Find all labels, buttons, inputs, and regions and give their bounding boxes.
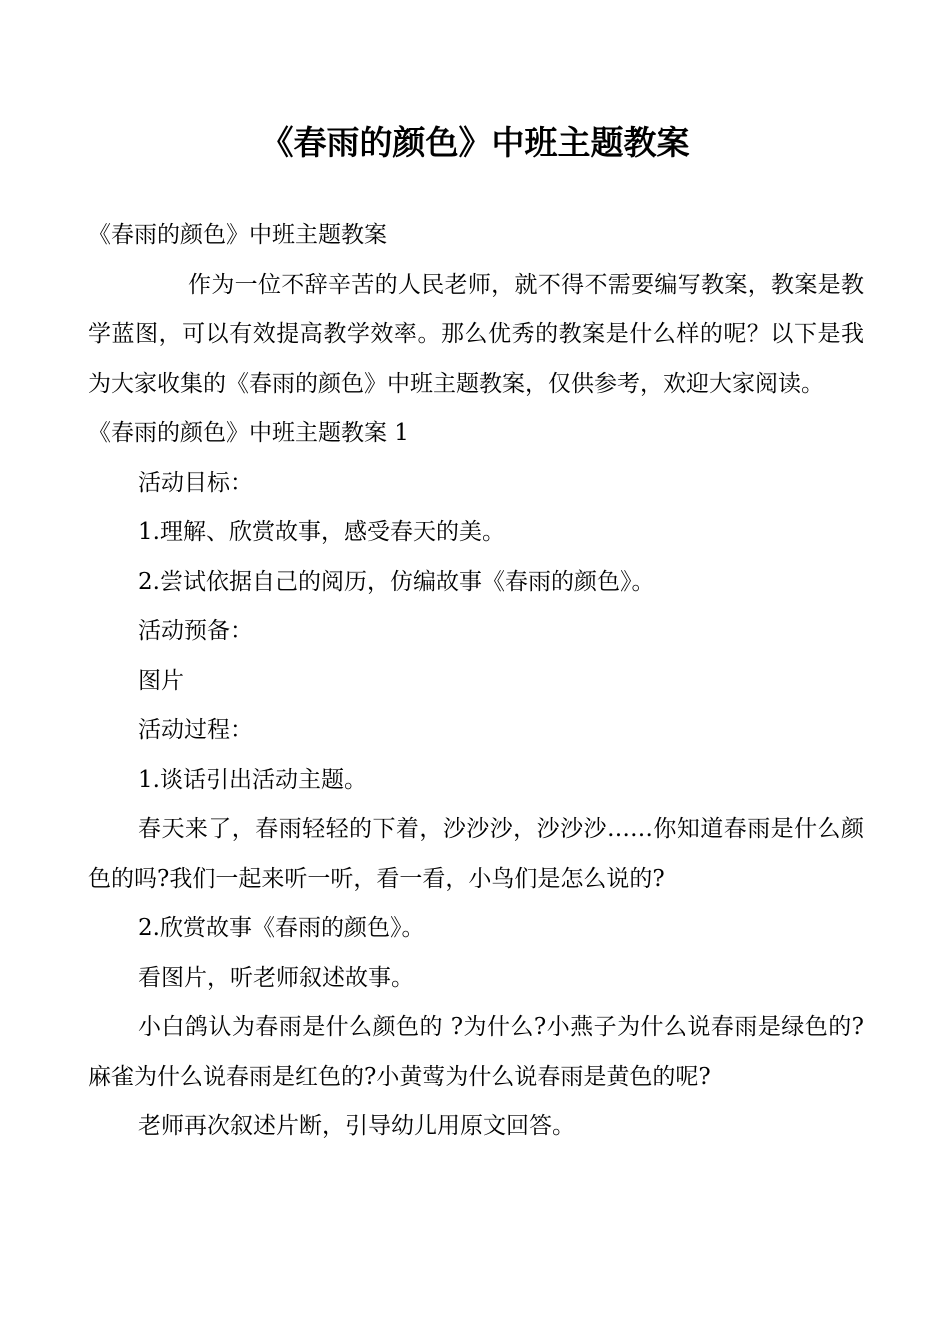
intro-paragraph: 作为一位不辞辛苦的人民老师，就不得不需要编写教案，教案是教学蓝图，可以有效提高教学效率。那么优秀的教案是什么样的呢？以下是我为大家收集的《春雨的颜色》中班主题教案，仅供参考，欢迎大家阅读。 [88, 271, 864, 397]
preparation-item: 图片 [138, 667, 184, 694]
goals-heading: 活动目标： [138, 469, 253, 496]
process-step-2: 2.欣赏故事《春雨的颜色》。 [138, 915, 425, 941]
section-heading: 《春雨的颜色》中班主题教案 1 [88, 420, 409, 446]
preparation-heading: 活动预备： [138, 618, 253, 644]
goal-item-1: 1.理解、欣赏故事，感受春天的美。 [138, 519, 505, 545]
process-paragraph: 小白鸽认为春雨是什么颜色的 ?为什么?小燕子为什么说春雨是绿色的?麻雀为什么说春雨是红色的?小黄莺为什么说春雨是黄色的呢? [88, 1014, 864, 1090]
process-paragraph: 春天来了，春雨轻轻的下着，沙沙沙，沙沙沙……你知道春雨是什么颜色的吗?我们一起来听一听，看一看，小鸟们是怎么说的? [88, 816, 864, 892]
goal-item-2: 2.尝试依据自己的阅历，仿编故事《春雨的颜色》。 [138, 568, 655, 595]
process-heading: 活动过程： [138, 717, 253, 743]
process-step-1: 1.谈话引出活动主题。 [138, 766, 367, 793]
document-title: 《春雨的颜色》中班主题教案 [260, 123, 690, 162]
subtitle-paragraph: 《春雨的颜色》中班主题教案 [88, 222, 387, 248]
process-paragraph: 老师再次叙述片断，引导幼儿用原文回答。 [138, 1113, 575, 1139]
process-paragraph: 看图片，听老师叙述故事。 [138, 964, 414, 991]
document-body [88, 211, 864, 1152]
